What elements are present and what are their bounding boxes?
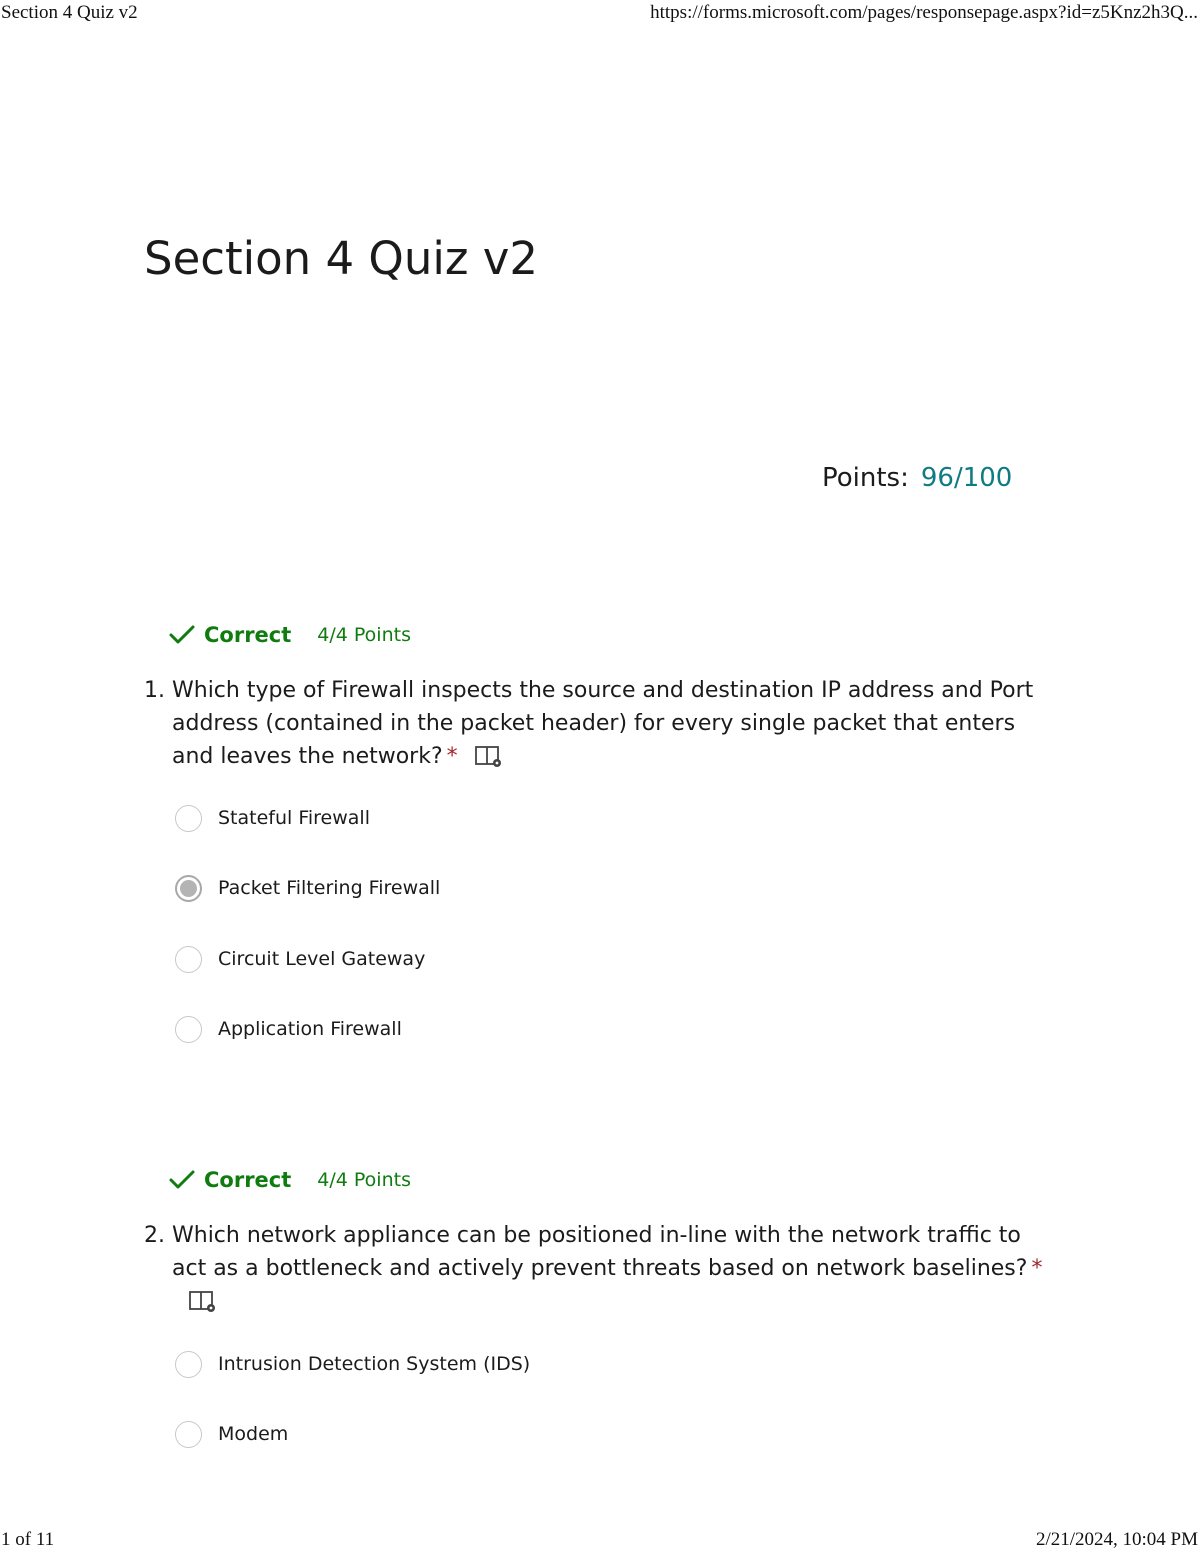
- question-2-points: 4/4 Points: [317, 1169, 411, 1191]
- radio-button[interactable]: [175, 805, 202, 832]
- option-label: Modem: [218, 1423, 289, 1445]
- option-label: Circuit Level Gateway: [218, 948, 426, 970]
- question-1-option-selected[interactable]: [175, 872, 440, 904]
- question-2-text: [144, 1219, 1054, 1318]
- question-1-option[interactable]: [175, 802, 370, 834]
- checkmark-icon: [168, 623, 196, 647]
- option-label: Stateful Firewall: [218, 807, 370, 829]
- form-title: Section 4 Quiz v2: [144, 232, 539, 285]
- points-label: Points:: [822, 463, 909, 493]
- print-footer: [0, 1527, 1200, 1553]
- printed-timestamp: 2/21/2024, 10:04 PM: [1035, 1529, 1198, 1550]
- points-value: 96/100: [920, 463, 1013, 493]
- radio-button-selected[interactable]: [175, 875, 202, 902]
- print-header-url: https://forms.microsoft.com/pages/responsepage.aspx?id=z5Knz2h3Q...: [650, 2, 1198, 23]
- option-label: Packet Filtering Firewall: [218, 877, 441, 899]
- immersive-reader-icon[interactable]: [474, 744, 504, 770]
- points-summary: [822, 462, 1012, 494]
- question-1-body: Which type of Firewall inspects the source and destination IP address and Port address (contained in the packet header) for every single packet that enters and leaves the network?: [172, 678, 1034, 769]
- question-1-option[interactable]: [175, 943, 425, 975]
- question-2-option[interactable]: [175, 1348, 530, 1380]
- checkmark-icon: [168, 1168, 196, 1192]
- radio-button[interactable]: [175, 1016, 202, 1043]
- required-marker: *: [446, 744, 458, 769]
- option-label: Intrusion Detection System (IDS): [218, 1353, 531, 1375]
- print-header: [0, 0, 1200, 26]
- radio-button[interactable]: [175, 1351, 202, 1378]
- question-1-points: 4/4 Points: [317, 624, 411, 646]
- radio-button[interactable]: [175, 946, 202, 973]
- radio-button[interactable]: [175, 1421, 202, 1448]
- question-2-option[interactable]: [175, 1418, 288, 1450]
- question-1-status: [168, 620, 411, 650]
- question-1-option[interactable]: [175, 1013, 402, 1045]
- question-1-number: 1.: [144, 678, 165, 703]
- question-1-status-label: Correct: [204, 623, 292, 647]
- page-counter: 1 of 11: [1, 1529, 55, 1550]
- question-1-text: [144, 674, 1054, 773]
- print-header-title: Section 4 Quiz v2: [1, 2, 138, 23]
- required-marker: *: [1031, 1256, 1043, 1281]
- option-label: Application Firewall: [218, 1018, 402, 1040]
- question-2-status-label: Correct: [204, 1168, 292, 1192]
- question-2-body: Which network appliance can be positioned in-line with the network traffic to act as a bottleneck and actively prevent threats based on network baselines?: [172, 1223, 1028, 1281]
- question-2-number: 2.: [144, 1223, 165, 1248]
- question-2-status: [168, 1165, 411, 1195]
- immersive-reader-icon[interactable]: [188, 1289, 218, 1315]
